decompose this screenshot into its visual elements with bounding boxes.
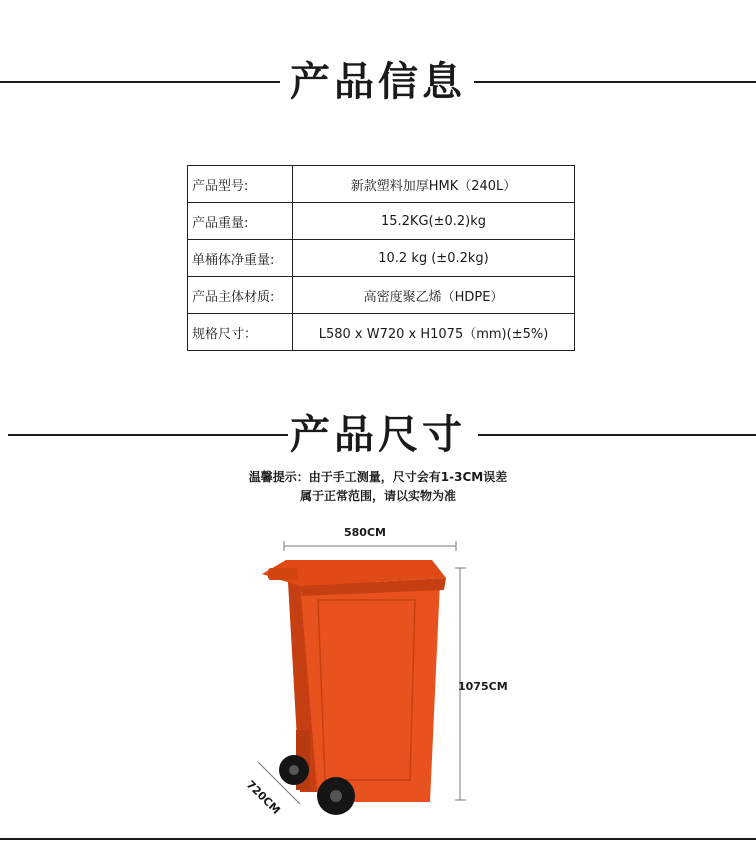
table-row [188, 240, 575, 277]
table-row [188, 166, 575, 203]
divider-line [8, 434, 288, 436]
divider-line [474, 81, 756, 83]
table-row [188, 277, 575, 314]
trash-bin-illustration [0, 530, 756, 830]
depth-label: 720CM [243, 778, 283, 817]
section-header-product-size [0, 405, 756, 465]
divider-line [0, 838, 756, 840]
spec-label: 产品型号: [188, 166, 293, 203]
table-row [188, 203, 575, 240]
width-dimension-line [284, 541, 456, 551]
bin-body [288, 582, 440, 802]
spec-label: 规格尺寸： [188, 314, 293, 351]
height-label: 1075CM [458, 680, 508, 693]
spec-label: 产品重量: [188, 203, 293, 240]
notice-text: 属于正常范围，请以实物为准 [299, 489, 456, 503]
spec-value: 15.2KG(±0.2)kg [293, 203, 575, 240]
spec-table [187, 165, 575, 351]
spec-value: 新款塑料加厚HMK（240L） [293, 166, 575, 203]
spec-label: 单桶体净重量: [188, 240, 293, 277]
section-header-product-info [0, 52, 756, 112]
divider-line [0, 81, 280, 83]
width-label: 580CM [344, 526, 386, 539]
spec-value: 10.2 kg (±0.2kg) [293, 240, 575, 277]
wheel-back [279, 755, 309, 785]
section-title: 产品信息 [290, 59, 466, 105]
wheel-front [317, 777, 355, 815]
divider-line [478, 434, 756, 436]
section-title: 产品尺寸 [290, 412, 466, 458]
spec-value: L580 x W720 x H1075（mm)(±5%) [293, 314, 575, 351]
spec-label: 产品主体材质: [188, 277, 293, 314]
notice-text: 温馨提示：由于手工测量，尺寸会有1-3CM误差 [248, 470, 508, 484]
spec-value: 高密度聚乙烯（HDPE） [293, 277, 575, 314]
table-row [188, 314, 575, 351]
